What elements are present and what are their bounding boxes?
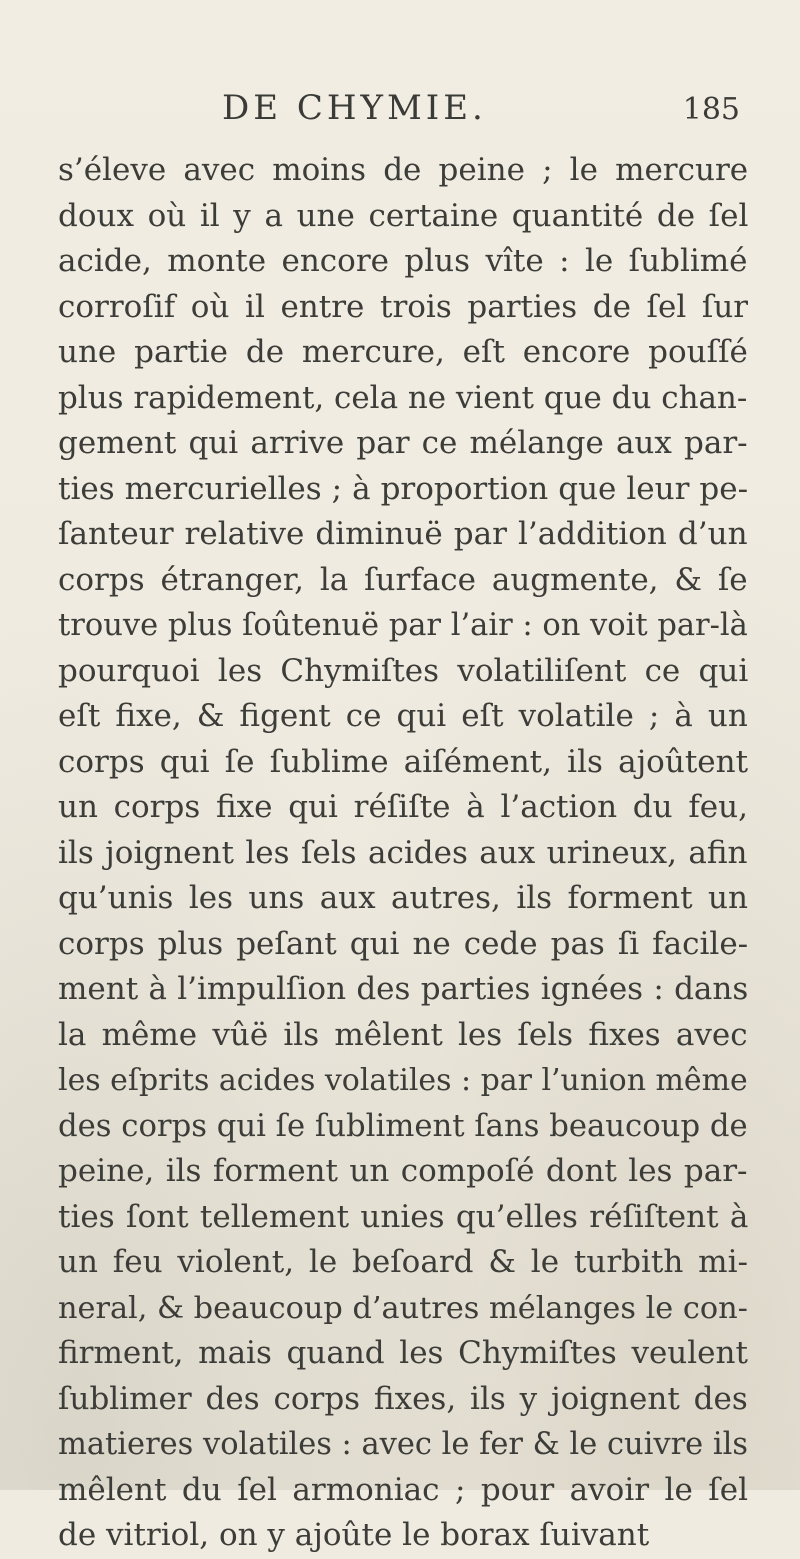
- text-line: corps qui ſe ſublime aiſément, ils ajoûtent: [58, 743, 748, 780]
- text-line: mêlent du ſel armoniac ; pour avoir le ſel: [58, 1471, 748, 1508]
- text-line: ſanteur relative diminuë par l’addition d’un: [58, 516, 748, 552]
- text-line: ties ſont tellement unies qu’elles réſiſtent à: [58, 1198, 748, 1235]
- text-line: matieres volatiles : avec le fer & le cuivre ils: [58, 1427, 748, 1462]
- text-line: les eſprits acides volatiles : par l’union même: [58, 1063, 748, 1098]
- text-line: ſublimer des corps fixes, ils y joignent des: [58, 1380, 748, 1417]
- text-line: qu’unis les uns aux autres, ils forment un: [58, 880, 748, 916]
- text-line: trouve plus ſoûtenuë par l’air : on voit par-là: [58, 608, 748, 643]
- text-line: s’éleve avec moins de peine ; le mercure: [58, 152, 748, 188]
- text-line: eſt fixe, & figent ce qui eſt volatile ; à un: [58, 698, 748, 734]
- text-line: la même vûë ils mêlent les ſels fixes avec: [58, 1016, 748, 1053]
- text-line: doux où il y a une certaine quantité de ſel: [58, 197, 748, 234]
- text-line: des corps qui ſe ſubliment ſans beaucoup de: [58, 1108, 748, 1144]
- text-line: ties mercurielles ; à proportion que leur pe-: [58, 470, 748, 507]
- text-line: neral, & beaucoup d’autres mélanges le con-: [58, 1290, 748, 1326]
- text-line: plus rapidement, cela ne vient que du chan-: [58, 379, 748, 416]
- running-head: DE CHYMIE.: [222, 88, 487, 128]
- text-line: corroſif où il entre trois parties de ſel ſur: [58, 288, 748, 325]
- page-number: 185: [682, 92, 740, 127]
- text-line: gement qui arrive par ce mélange aux par-: [58, 425, 748, 461]
- text-line: corps plus peſant qui ne cede pas ſi facile-: [58, 925, 748, 962]
- text-line: firment, mais quand les Chymiſtes veulent: [58, 1335, 748, 1371]
- text-line: un corps fixe qui réſiſte à l’action du feu,: [58, 789, 748, 825]
- text-line: une partie de mercure, eſt encore pouſſé: [58, 334, 748, 370]
- text-line: corps étranger, la ſurface augmente, & ſe: [58, 561, 748, 598]
- text-line: de vitriol, on y ajoûte le borax ſuivant: [58, 1517, 650, 1553]
- text-line: acide, monte encore plus vîte : le ſublimé: [58, 243, 748, 279]
- text-line: un feu violent, le beſoard & le turbith mi-: [58, 1244, 748, 1280]
- body-text: [58, 148, 748, 1559]
- page-header: [0, 88, 800, 138]
- text-line: peine, ils forment un compoſé dont les par-: [58, 1153, 748, 1189]
- text-line: ils joignent les ſels acides aux urineux, afin: [58, 834, 748, 871]
- text-line: pourquoi les Chymiſtes volatiliſent ce qui: [58, 652, 748, 689]
- text-line: ment à l’impulſion des parties ignées : dans: [58, 971, 748, 1007]
